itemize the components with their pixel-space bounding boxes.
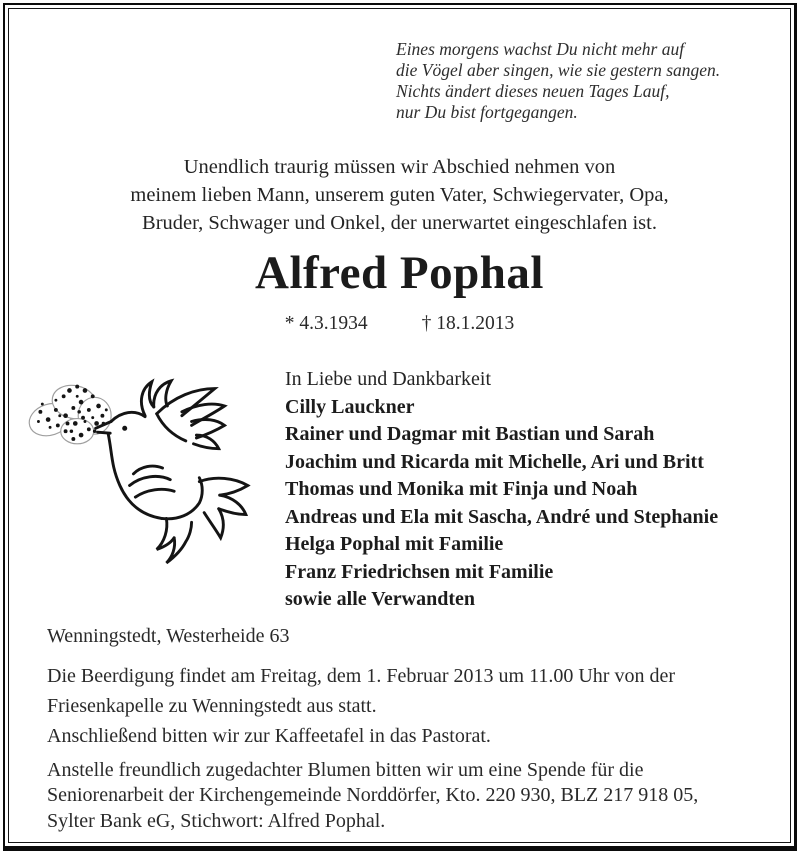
family-member: Helga Pophal mit Familie [285, 533, 504, 555]
deceased-name: Alfred Pophal [255, 247, 544, 299]
donation-line: Sylter Bank eG, Stichwort: Alfred Pophal. [47, 809, 386, 832]
address-line: Wenningstedt, Westerheide 63 [47, 625, 290, 647]
family-member: Cilly Lauckner [285, 395, 415, 418]
family-member: sowie alle Verwandten [285, 588, 475, 610]
family-member: Andreas und Ela mit Sascha, André und Stephanie [285, 505, 719, 528]
dove-outline [96, 381, 248, 563]
mourners-list [285, 366, 718, 614]
announcement-text [9, 153, 790, 237]
funeral-details [47, 661, 675, 721]
coffee-invitation: Anschließend bitten wir zur Kaffeetafel in das Pastorat. [47, 725, 491, 747]
family-intro: In Liebe und Dankbarkeit [285, 368, 492, 390]
life-dates [9, 313, 790, 335]
birth-date: * 4.3.1934 [284, 313, 368, 334]
inner-mourning-border [8, 8, 791, 843]
funeral-line: Friesenkapelle zu Wenningstedt aus statt. [47, 695, 377, 717]
memorial-poem [396, 39, 720, 123]
death-date: † 18.1.2013 [421, 313, 515, 334]
poem-line: nur Du bist fortgegangen. [396, 102, 578, 122]
donation-request [47, 758, 698, 834]
poem-line: Nichts ändert dieses neuen Tages Lauf, [396, 81, 670, 101]
dove-eye [122, 426, 127, 431]
family-member: Rainer und Dagmar mit Bastian und Sarah [285, 423, 655, 445]
donation-line: Anstelle freundlich zugedachter Blumen bitten wir um eine Spende für die [47, 759, 644, 781]
poem-line: Eines morgens wachst Du nicht mehr auf [396, 39, 685, 59]
donation-line: Seniorenarbeit der Kirchengemeinde Norddörfer, Kto. 220 930, BLZ 217 918 05, [47, 784, 699, 807]
family-member: Joachim und Ricarda mit Michelle, Ari und Britt [285, 450, 704, 473]
dove-with-flowers-illustration [21, 367, 273, 571]
funeral-line: Die Beerdigung findet am Freitag, dem 1. Februar 2013 um 11.00 Uhr von der [47, 665, 676, 687]
family-member: Thomas und Monika mit Finja und Noah [285, 478, 638, 500]
announcement-line: Unendlich traurig müssen wir Abschied nehmen von [183, 156, 616, 178]
poem-line: die Vögel aber singen, wie sie gestern sangen. [396, 60, 721, 80]
family-member: Franz Friedrichsen mit Familie [285, 560, 554, 583]
announcement-line: Bruder, Schwager und Onkel, der unerwartet eingeschlafen ist. [142, 212, 657, 234]
announcement-line: meinem lieben Mann, unserem guten Vater, Schwiegervater, Opa, [130, 184, 669, 206]
outer-mourning-border [3, 3, 797, 851]
